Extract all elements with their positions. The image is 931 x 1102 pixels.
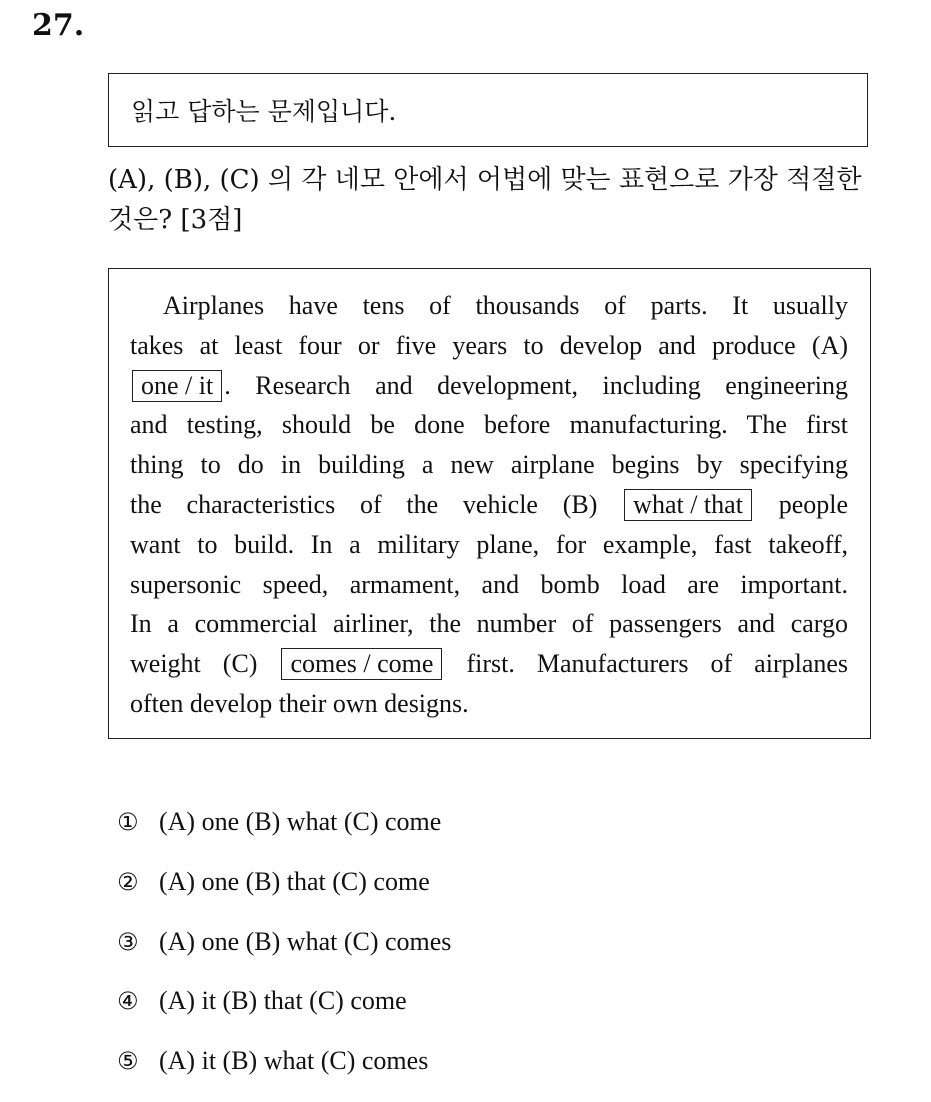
option-number: ⑤ bbox=[117, 1047, 139, 1076]
choice-box-c: comes / come bbox=[281, 648, 442, 680]
passage-line: want to build. In a military plane, for example, fast takeoff, bbox=[130, 529, 848, 559]
choice-box-a: one / it bbox=[132, 370, 222, 402]
question-number: 27. bbox=[32, 8, 85, 43]
choice-box-b: what / that bbox=[624, 489, 752, 521]
passage-line: thing to do in building a new airplane begins by specifying bbox=[130, 450, 848, 480]
option-number: ④ bbox=[117, 987, 139, 1016]
passage-line: and testing, should be done before manufacturing. The first bbox=[130, 410, 848, 440]
passage-line: In a commercial airliner, the number of passengers and cargo bbox=[130, 609, 848, 639]
option-number: ③ bbox=[117, 927, 139, 956]
passage-fragment: people bbox=[778, 489, 849, 519]
question-line: 것은? [3점] bbox=[108, 205, 243, 235]
option-text: (A) it (B) what (C) comes bbox=[159, 1046, 429, 1076]
answer-options bbox=[117, 803, 451, 1102]
passage-text bbox=[130, 286, 848, 724]
option-text: (A) one (B) what (C) come bbox=[159, 807, 442, 836]
passage-fragment: . Research and development, including engineering bbox=[224, 370, 848, 400]
passage-fragment: the characteristics of the vehicle (B) bbox=[130, 489, 598, 519]
passage-line bbox=[130, 644, 848, 684]
passage-line bbox=[130, 485, 848, 525]
answer-option-5[interactable] bbox=[117, 1042, 451, 1102]
instruction-box bbox=[108, 73, 868, 147]
passage-fragment: weight (C) bbox=[130, 649, 258, 679]
passage-line: often develop their own designs. bbox=[130, 688, 469, 718]
passage-line: takes at least four or five years to develop and produce (A) bbox=[130, 330, 848, 360]
option-number: ① bbox=[117, 808, 139, 836]
option-text: (A) one (B) that (C) come bbox=[159, 866, 430, 896]
passage-fragment: first. Manufacturers of airplanes bbox=[466, 649, 849, 679]
option-number: ② bbox=[117, 867, 139, 896]
option-text: (A) one (B) what (C) comes bbox=[159, 926, 452, 956]
option-text: (A) it (B) that (C) come bbox=[159, 986, 407, 1016]
passage-line: Airplanes have tens of thousands of parts. It usually bbox=[163, 291, 848, 320]
passage-line: supersonic speed, armament, and bomb load are important. bbox=[130, 569, 848, 599]
answer-option-1[interactable] bbox=[117, 803, 451, 863]
answer-option-2[interactable] bbox=[117, 863, 451, 923]
answer-option-3[interactable] bbox=[117, 923, 451, 983]
passage-line bbox=[130, 366, 848, 406]
question-line: (A), (B), (C) 의 각 네모 안에서 어법에 맞는 표현으로 가장 적절한 bbox=[108, 165, 862, 195]
instruction-text: 읽고 답하는 문제입니다. bbox=[131, 97, 397, 126]
answer-option-4[interactable] bbox=[117, 982, 451, 1042]
question-prompt bbox=[108, 160, 918, 240]
